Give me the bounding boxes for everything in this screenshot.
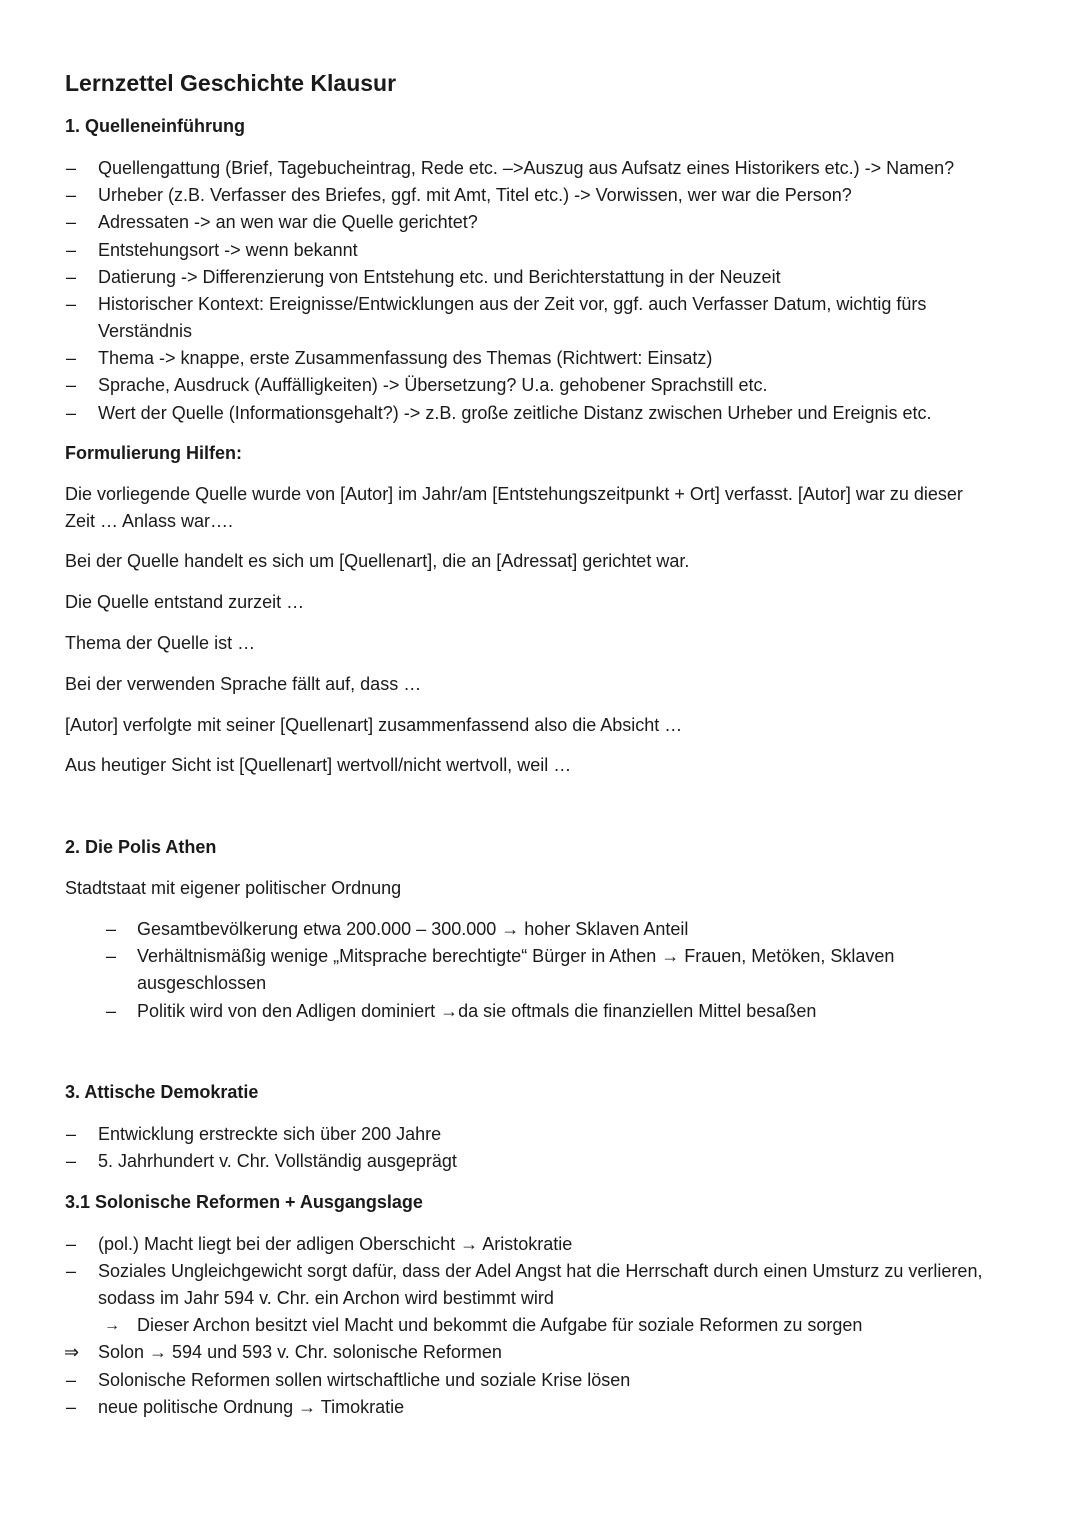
paragraph: Bei der Quelle handelt es sich um [Quellenart], die an [Adressat] gerichtet war. <box>65 551 690 571</box>
list-item: Solonische Reformen sollen wirtschaftliche und soziale Krise lösen <box>98 1370 631 1390</box>
list-bullet-dash: – <box>106 946 117 966</box>
list-bullet-dash: – <box>66 1261 77 1281</box>
list-bullet-dash: – <box>66 1151 77 1171</box>
list-bullet-dash: – <box>66 1370 77 1390</box>
list-item: Quellengattung (Brief, Tagebucheintrag, Rede etc. –>Auszug aus Aufsatz eines Historikers etc.) -> Namen? <box>98 158 955 178</box>
paragraph: Aus heutiger Sicht ist [Quellenart] wertvoll/nicht wertvoll, weil … <box>65 755 572 775</box>
list-item: Politik wird von den Adligen dominiert →da sie oftmals die finanziellen Mittel besaßen <box>137 1001 817 1021</box>
section-heading-attische-demokratie: 3. Attische Demokratie <box>65 1082 259 1102</box>
section-heading-solonische-reformen: 3.1 Solonische Reformen + Ausgangslage <box>65 1192 423 1212</box>
section-heading-polis-athen: 2. Die Polis Athen <box>65 837 217 857</box>
paragraph: Thema der Quelle ist … <box>65 633 256 653</box>
paragraph-continuation: Zeit … Anlass war…. <box>65 511 234 531</box>
paragraph: Bei der verwenden Sprache fällt auf, dass … <box>65 674 422 694</box>
list-bullet-dash: – <box>66 348 77 368</box>
list-bullet-dash: – <box>66 158 77 178</box>
list-bullet-dash: – <box>66 185 77 205</box>
paragraph: Stadtstaat mit eigener politischer Ordnung <box>65 878 402 898</box>
list-item: Gesamtbevölkerung etwa 200.000 – 300.000 → hoher Sklaven Anteil <box>137 919 689 939</box>
paragraph: Die vorliegende Quelle wurde von [Autor] im Jahr/am [Entstehungszeitpunkt + Ort] verfasst. [Autor] war zu dieser <box>65 484 963 504</box>
list-item: Entwicklung erstreckte sich über 200 Jahre <box>98 1124 442 1144</box>
list-bullet-dash: – <box>66 294 77 314</box>
list-item: Soziales Ungleichgewicht sorgt dafür, dass der Adel Angst hat die Herrschaft durch einen Umsturz zu verlieren, <box>98 1261 983 1281</box>
list-item: Wert der Quelle (Informationsgehalt?) -> z.B. große zeitliche Distanz zwischen Urheber und Ereignis etc. <box>98 403 932 423</box>
page-title: Lernzettel Geschichte Klausur <box>65 70 397 96</box>
list-bullet-dash: – <box>66 240 77 260</box>
list-bullet-dash: – <box>66 267 77 287</box>
list-item: Urheber (z.B. Verfasser des Briefes, ggf. mit Amt, Titel etc.) -> Vorwissen, wer war die Person? <box>98 185 852 205</box>
list-bullet-dash: – <box>66 1397 77 1417</box>
list-item: Solon → 594 und 593 v. Chr. solonische Reformen <box>98 1342 502 1362</box>
paragraph: Die Quelle entstand zurzeit … <box>65 592 305 612</box>
list-item: Entstehungsort -> wenn bekannt <box>98 240 358 260</box>
list-item: Datierung -> Differenzierung von Entstehung etc. und Berichterstattung in der Neuzeit <box>98 267 781 287</box>
list-item: Verhältnismäßig wenige „Mitsprache berechtigte“ Bürger in Athen → Frauen, Metöken, Sklaven <box>137 946 895 966</box>
list-item: Thema -> knappe, erste Zusammenfassung des Themas (Richtwert: Einsatz) <box>98 348 713 368</box>
list-item: (pol.) Macht liegt bei der adligen Oberschicht → Aristokratie <box>98 1234 573 1254</box>
list-item: Sprache, Ausdruck (Auffälligkeiten) -> Übersetzung? U.a. gehobener Sprachstill etc. <box>98 375 768 395</box>
section-heading-formulierung-hilfen: Formulierung Hilfen: <box>65 443 242 463</box>
list-bullet-dash: – <box>66 1124 77 1144</box>
list-bullet-dash: – <box>66 375 77 395</box>
list-item: Adressaten -> an wen war die Quelle gerichtet? <box>98 212 478 232</box>
list-item-continuation: Verständnis <box>98 321 193 341</box>
list-bullet-dash: – <box>106 1001 117 1021</box>
arrow-right-icon: → <box>104 1317 120 1334</box>
list-bullet-dash: – <box>66 212 77 232</box>
list-item: Historischer Kontext: Ereignisse/Entwicklungen aus der Zeit vor, ggf. auch Verfasser Datum, wichtig fürs <box>98 294 927 314</box>
list-item-continuation: sodass im Jahr 594 v. Chr. ein Archon wird bestimmt wird <box>98 1288 554 1308</box>
paragraph: [Autor] verfolgte mit seiner [Quellenart] zusammenfassend also die Absicht … <box>65 715 683 735</box>
list-bullet-dash: – <box>66 1234 77 1254</box>
list-item-sub: Dieser Archon besitzt viel Macht und bekommt die Aufgabe für soziale Reformen zu sorgen <box>137 1315 863 1335</box>
section-heading-quelleneinfuehrung: 1. Quelleneinführung <box>65 116 246 136</box>
double-arrow-icon: ⇒ <box>64 1342 80 1362</box>
list-item-continuation: ausgeschlossen <box>137 973 267 993</box>
list-item: 5. Jahrhundert v. Chr. Vollständig ausgeprägt <box>98 1151 457 1171</box>
list-bullet-dash: – <box>106 919 117 939</box>
list-item: neue politische Ordnung → Timokratie <box>98 1397 405 1417</box>
list-bullet-dash: – <box>66 403 77 423</box>
